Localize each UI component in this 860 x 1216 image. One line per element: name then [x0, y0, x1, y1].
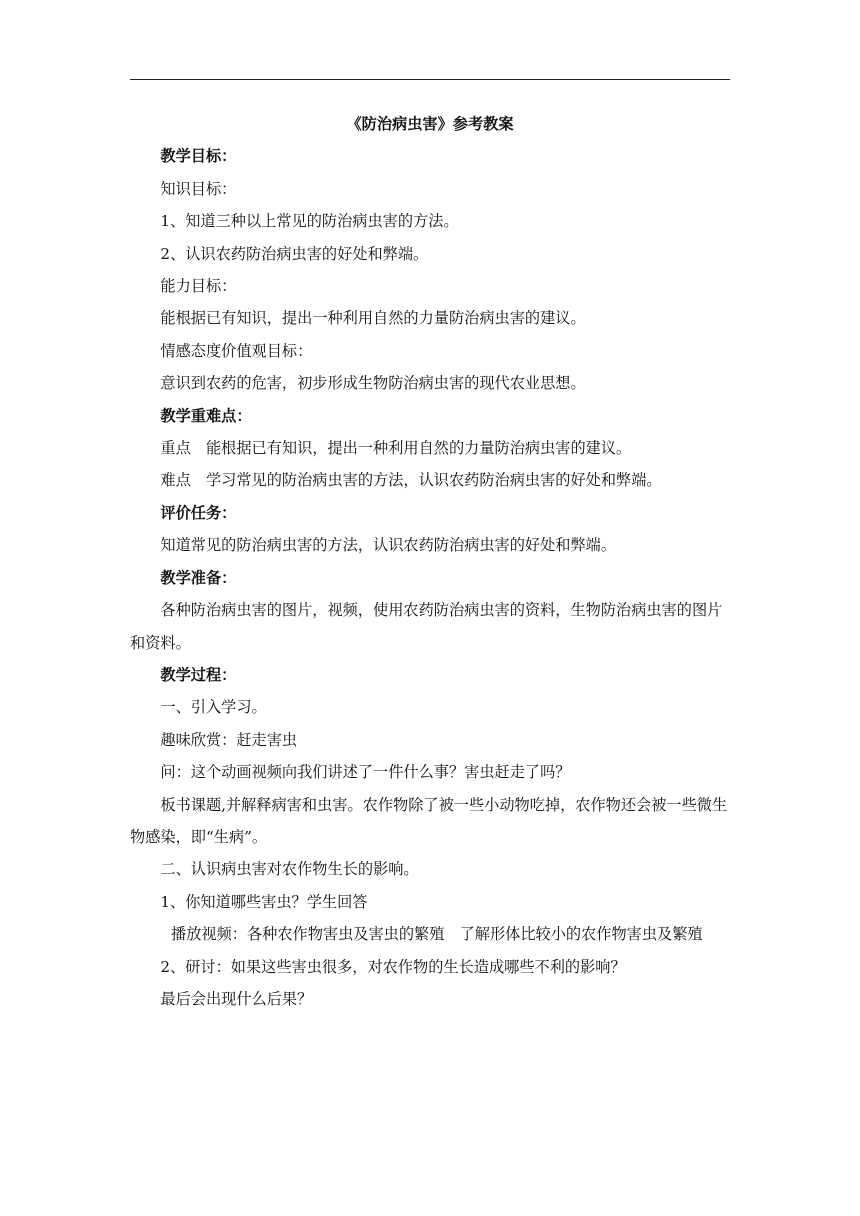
section-heading-objectives: 教学目标： [160, 147, 237, 166]
section-heading-process: 教学过程： [160, 665, 237, 684]
section-heading-key-points: 教学重难点： [160, 406, 252, 425]
document-body [130, 108, 730, 1015]
paragraph: 意识到农药的危害，初步形成生物防治病虫害的现代农业思想。 [160, 374, 586, 393]
paragraph: 知识目标： [160, 179, 237, 198]
paragraph: 知道常见的防治病虫害的方法，认识农药防治病虫害的好处和弊端。 [160, 536, 617, 555]
paragraph: 难点 学习常见的防治病虫害的方法，认识农药防治病虫害的好处和弊端。 [160, 471, 662, 490]
section-heading-preparation: 教学准备： [160, 568, 237, 587]
paragraph: 情感态度价值观目标： [160, 341, 313, 360]
paragraph: 播放视频：各种农作物害虫及害虫的繁殖 了解形体比较小的农作物害虫及繁殖 [171, 925, 703, 944]
section-heading-assessment: 评价任务： [160, 503, 237, 522]
paragraph: 能根据已有知识，提出一种利用自然的力量防治病虫害的建议。 [160, 309, 586, 328]
paragraph: 二、认识病虫害对农作物生长的影响。 [160, 860, 419, 879]
header-rule [130, 79, 730, 80]
paragraph: 板书课题,并解释病害和虫害。农作物除了被一些小动物吃掉，农作物还会被一些微生物感染，即“生病”。 [130, 795, 728, 846]
paragraph: 各种防治病虫害的图片，视频，使用农药防治病虫害的资料，生物防治病虫害的图片和资料。 [130, 601, 723, 652]
paragraph: 一、引入学习。 [160, 698, 267, 717]
paragraph: 重点 能根据已有知识，提出一种利用自然的力量防治病虫害的建议。 [160, 439, 632, 458]
paragraph: 最后会出现什么后果？ [160, 989, 313, 1008]
paragraph: 2、认识农药防治病虫害的好处和弊端。 [160, 244, 429, 263]
paragraph: 能力目标： [160, 277, 237, 296]
document-title: 《防治病虫害》参考教案 [346, 115, 514, 133]
paragraph: 1、你知道哪些害虫？学生回答 [160, 892, 368, 911]
paragraph: 1、知道三种以上常见的防治病虫害的方法。 [160, 212, 459, 231]
paragraph: 2、研讨：如果这些害虫很多，对农作物的生长造成哪些不利的影响？ [160, 957, 626, 976]
paragraph: 趣味欣赏：赶走害虫 [160, 730, 298, 749]
paragraph: 问：这个动画视频向我们讲述了一件什么事？害虫赶走了吗？ [160, 763, 571, 782]
